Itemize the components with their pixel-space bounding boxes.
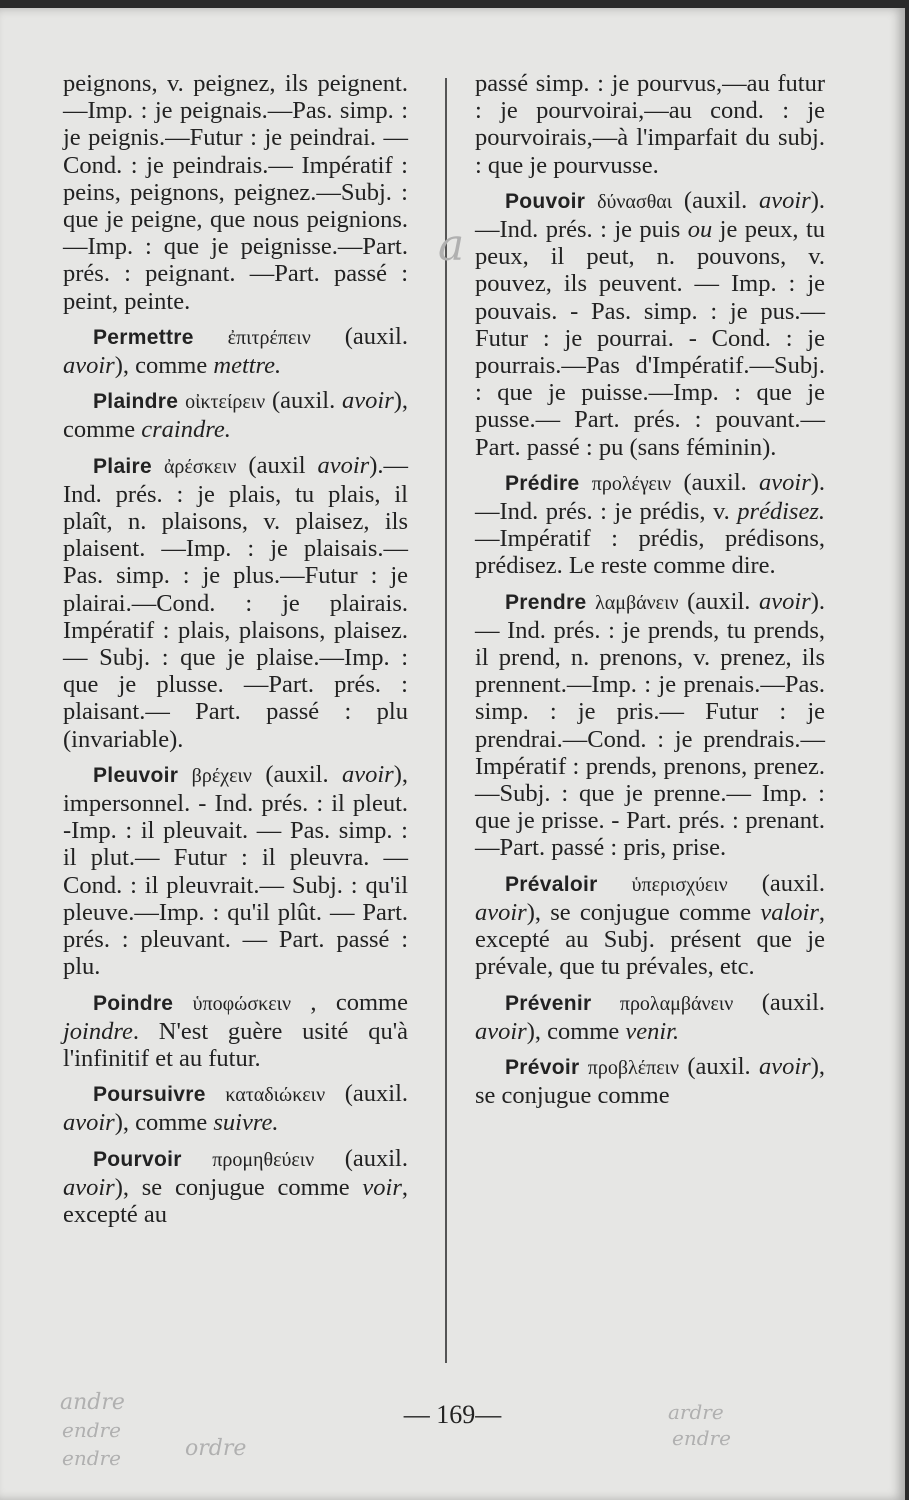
dictionary-entry [63, 1080, 408, 1136]
dictionary-entry [475, 588, 825, 862]
entry-italic: avoir [759, 468, 811, 496]
greek-translation: ὑπερισχύειν [631, 873, 728, 896]
entry-headword: Prévenir [505, 991, 592, 1015]
entry-italic: avoir [342, 387, 394, 415]
entry-text: (auxil. [344, 1080, 409, 1108]
dictionary-entry [63, 452, 408, 753]
entry-text: . N'est guère usité qu'à l'infinitif et au futur. [63, 1017, 408, 1072]
greek-translation: καταδιώκειν [225, 1084, 326, 1107]
dictionary-entry [63, 323, 408, 379]
pencil-annotation-a: a [438, 220, 465, 271]
entry-text: ), impersonnel. - Ind. prés. : il pleut. -Imp. : il pleuvait. — Pas. simp. : il plut.— Futur : il pleuvra. —Cond. : il pleuvrait.— Subj. : qu'il pleuve.—Imp. : qu'il plût. — Part. prés. : pleuvant. — Part. passé : plu. [63, 760, 408, 981]
entry-italic: avoir [475, 1017, 527, 1045]
entry-italic: avoir [63, 1109, 115, 1137]
entry-text: ), se conjugue comme [475, 1052, 825, 1110]
entry-text: , comme [310, 988, 408, 1016]
greek-translation: προμηθεύειν [212, 1148, 315, 1171]
dictionary-entry [63, 1145, 408, 1229]
entry-italic: prédisez. [737, 498, 825, 526]
entry-headword: Plaindre [93, 390, 179, 414]
entry-italic: avoir [758, 186, 811, 214]
entry-text: (auxil. [683, 186, 748, 214]
entry-italic: avoir [475, 898, 527, 926]
pencil-note-bottom-left-3: endre [62, 1446, 121, 1470]
greek-translation: δύνασθαι [597, 190, 673, 213]
entry-italic: avoir [759, 587, 811, 615]
entry-headword: Plaire [93, 454, 153, 478]
entry-headword: Poindre [93, 991, 174, 1015]
dictionary-entry [475, 469, 825, 580]
entry-text: (auxil. [761, 869, 825, 897]
entry-text: ), comme [63, 387, 409, 444]
greek-translation: προλαμβάνειν [619, 992, 734, 1015]
entry-italic: avoir [63, 1173, 115, 1201]
entry-italic: venir. [625, 1017, 680, 1045]
entry-italic: ou [687, 216, 713, 244]
greek-translation: προλέγειν [591, 472, 672, 495]
entry-italic: mettre. [213, 352, 282, 380]
entry-text: (auxil. [687, 587, 751, 615]
right-column [475, 70, 825, 1117]
greek-translation: βρέχειν [191, 764, 252, 787]
pencil-note-bottom-right-1: ardre [668, 1400, 724, 1424]
greek-translation: λαμβάνειν [595, 591, 679, 614]
pencil-note-bottom-right-2: endre [672, 1426, 731, 1450]
entry-headword: Poursuivre [93, 1083, 206, 1107]
entry-headword: Prendre [505, 590, 587, 614]
page-number: — 169— [403, 1400, 502, 1429]
book-page [0, 8, 905, 1500]
greek-translation: ὑποφώσκειν [192, 992, 292, 1015]
dictionary-entry [475, 870, 825, 981]
dictionary-entry [475, 187, 825, 461]
left-column [63, 70, 408, 1236]
dictionary-entry [63, 387, 408, 443]
entry-text: ), comme [526, 1017, 620, 1045]
entry-headword: Prédire [505, 471, 580, 495]
entry-text: ), se conjugue comme [114, 1173, 350, 1201]
entry-headword: Pourvoir [93, 1147, 182, 1171]
entry-headword: Pleuvoir [93, 763, 179, 787]
dictionary-entry [475, 1053, 825, 1109]
entry-headword: Permettre [93, 325, 194, 349]
continued-text: passé simp. : je pourvus,—au futur : je pourvoirai,—au cond. : je pourvoirais,—à l'imparfait du subj. : que je pourvusse. [475, 70, 825, 179]
entry-headword: Prévoir [505, 1055, 580, 1079]
entry-text: (auxil. [344, 1144, 408, 1172]
pencil-note-bottom-left-2: endre [62, 1418, 121, 1442]
entry-italic: avoir [63, 352, 115, 380]
greek-translation: ἐπιτρέπειν [227, 326, 311, 349]
entry-italic: avoir [317, 451, 370, 479]
entry-italic: avoir [341, 760, 394, 788]
greek-translation: ἀρέσκειν [163, 455, 237, 478]
continued-text: peignons, v. peignez, ils peignent.—Imp. : je peignais.—Pas. simp. : je peignis.—Futur : je peindrai. —Cond. : je peindrais.— Impératif : peins, peignons, peignez.—Subj. : que je peigne, que nous peignions.—Imp. : que je peignisse.—Part. prés. : peignant. —Part. passé : peint, peinte. [63, 70, 408, 315]
entry-text: (auxil. [344, 322, 408, 350]
dictionary-entry [475, 989, 825, 1045]
entry-italic: voir [362, 1173, 402, 1201]
entry-text: —Impératif : prédis, prédisons, prédisez. Le reste comme dire. [475, 525, 825, 580]
entry-headword: Pouvoir [505, 189, 586, 213]
entry-text: (auxil. [683, 468, 747, 496]
entry-text: (auxil. [761, 988, 826, 1016]
entry-text: (auxil. [265, 760, 329, 788]
entry-text: , excepté au [63, 1173, 408, 1228]
entry-text: (auxil. [271, 387, 336, 415]
entry-text: je peux, tu peux, il peut, n. pouvons, v. pouvez, ils peuvent. — Imp. : je pouvais. - Pas. simp. : je pus.— Futur : je pourrai. - Cond. : je pourrais.—Pas d'Impératif.—Subj. : que je puisse.—Imp. : que je pusse.— Part. prés. : pouvant.— Part. passé : pu (sans féminin). [475, 216, 825, 461]
entry-text: ).—Ind. prés. : je plais, tu plais, il plaît, n. plaisons, v. plaisez, ils plaisent. —Imp. : je plaisais.—Pas. simp. : je plus.—Futur : je plairai.—Cond. : je plairais. Impératif : plais, plaisons, plaisez. — Subj. : que je plaise.—Imp. : que je plusse. —Part. prés. : plaisant.— Part. passé : plu (invariable). [63, 451, 408, 753]
greek-translation: προβλέπειν [587, 1056, 680, 1079]
pencil-note-bottom-left-1: andre [60, 1390, 125, 1415]
entry-text: ), comme [114, 1109, 208, 1137]
entry-text: ). — Ind. prés. : je prends, tu prends, il prend, n. prenons, v. prenez, ils prennent.—Imp. : je prenais.—Pas. simp. : je pris.— Futur : je prendrai.—Cond. : je prendrais.—Impératif : prends, prenons, prenez. —Subj. : que je prenne.— Imp. : que je prisse. - Part. prés. : prenant.—Part. passé : pris, prise. [475, 587, 826, 862]
entry-italic: valoir [760, 898, 819, 926]
dictionary-entry [63, 989, 408, 1073]
entry-text: ), comme [114, 352, 208, 380]
entry-text: ).—Ind. prés. : je prédis, v. [475, 468, 826, 526]
dictionary-entry [63, 761, 408, 981]
entry-italic: avoir [758, 1052, 811, 1080]
entry-text: ), se conjugue comme [526, 898, 752, 926]
entry-text: , excepté au Subj. présent que je prévale, que tu prévales, etc. [475, 898, 825, 981]
entry-text: ).—Ind. prés. : je puis [475, 186, 825, 244]
entry-italic: craindre. [141, 416, 231, 444]
entry-italic: joindre [63, 1017, 133, 1045]
entry-text: (auxil. [687, 1052, 751, 1080]
greek-translation: οἰκτείρειν [185, 391, 266, 414]
pencil-note-bottom-left-4: ordre [185, 1436, 247, 1461]
entry-text: (auxil [248, 451, 306, 479]
entry-headword: Prévaloir [505, 872, 598, 896]
entry-italic: suivre. [213, 1109, 279, 1137]
